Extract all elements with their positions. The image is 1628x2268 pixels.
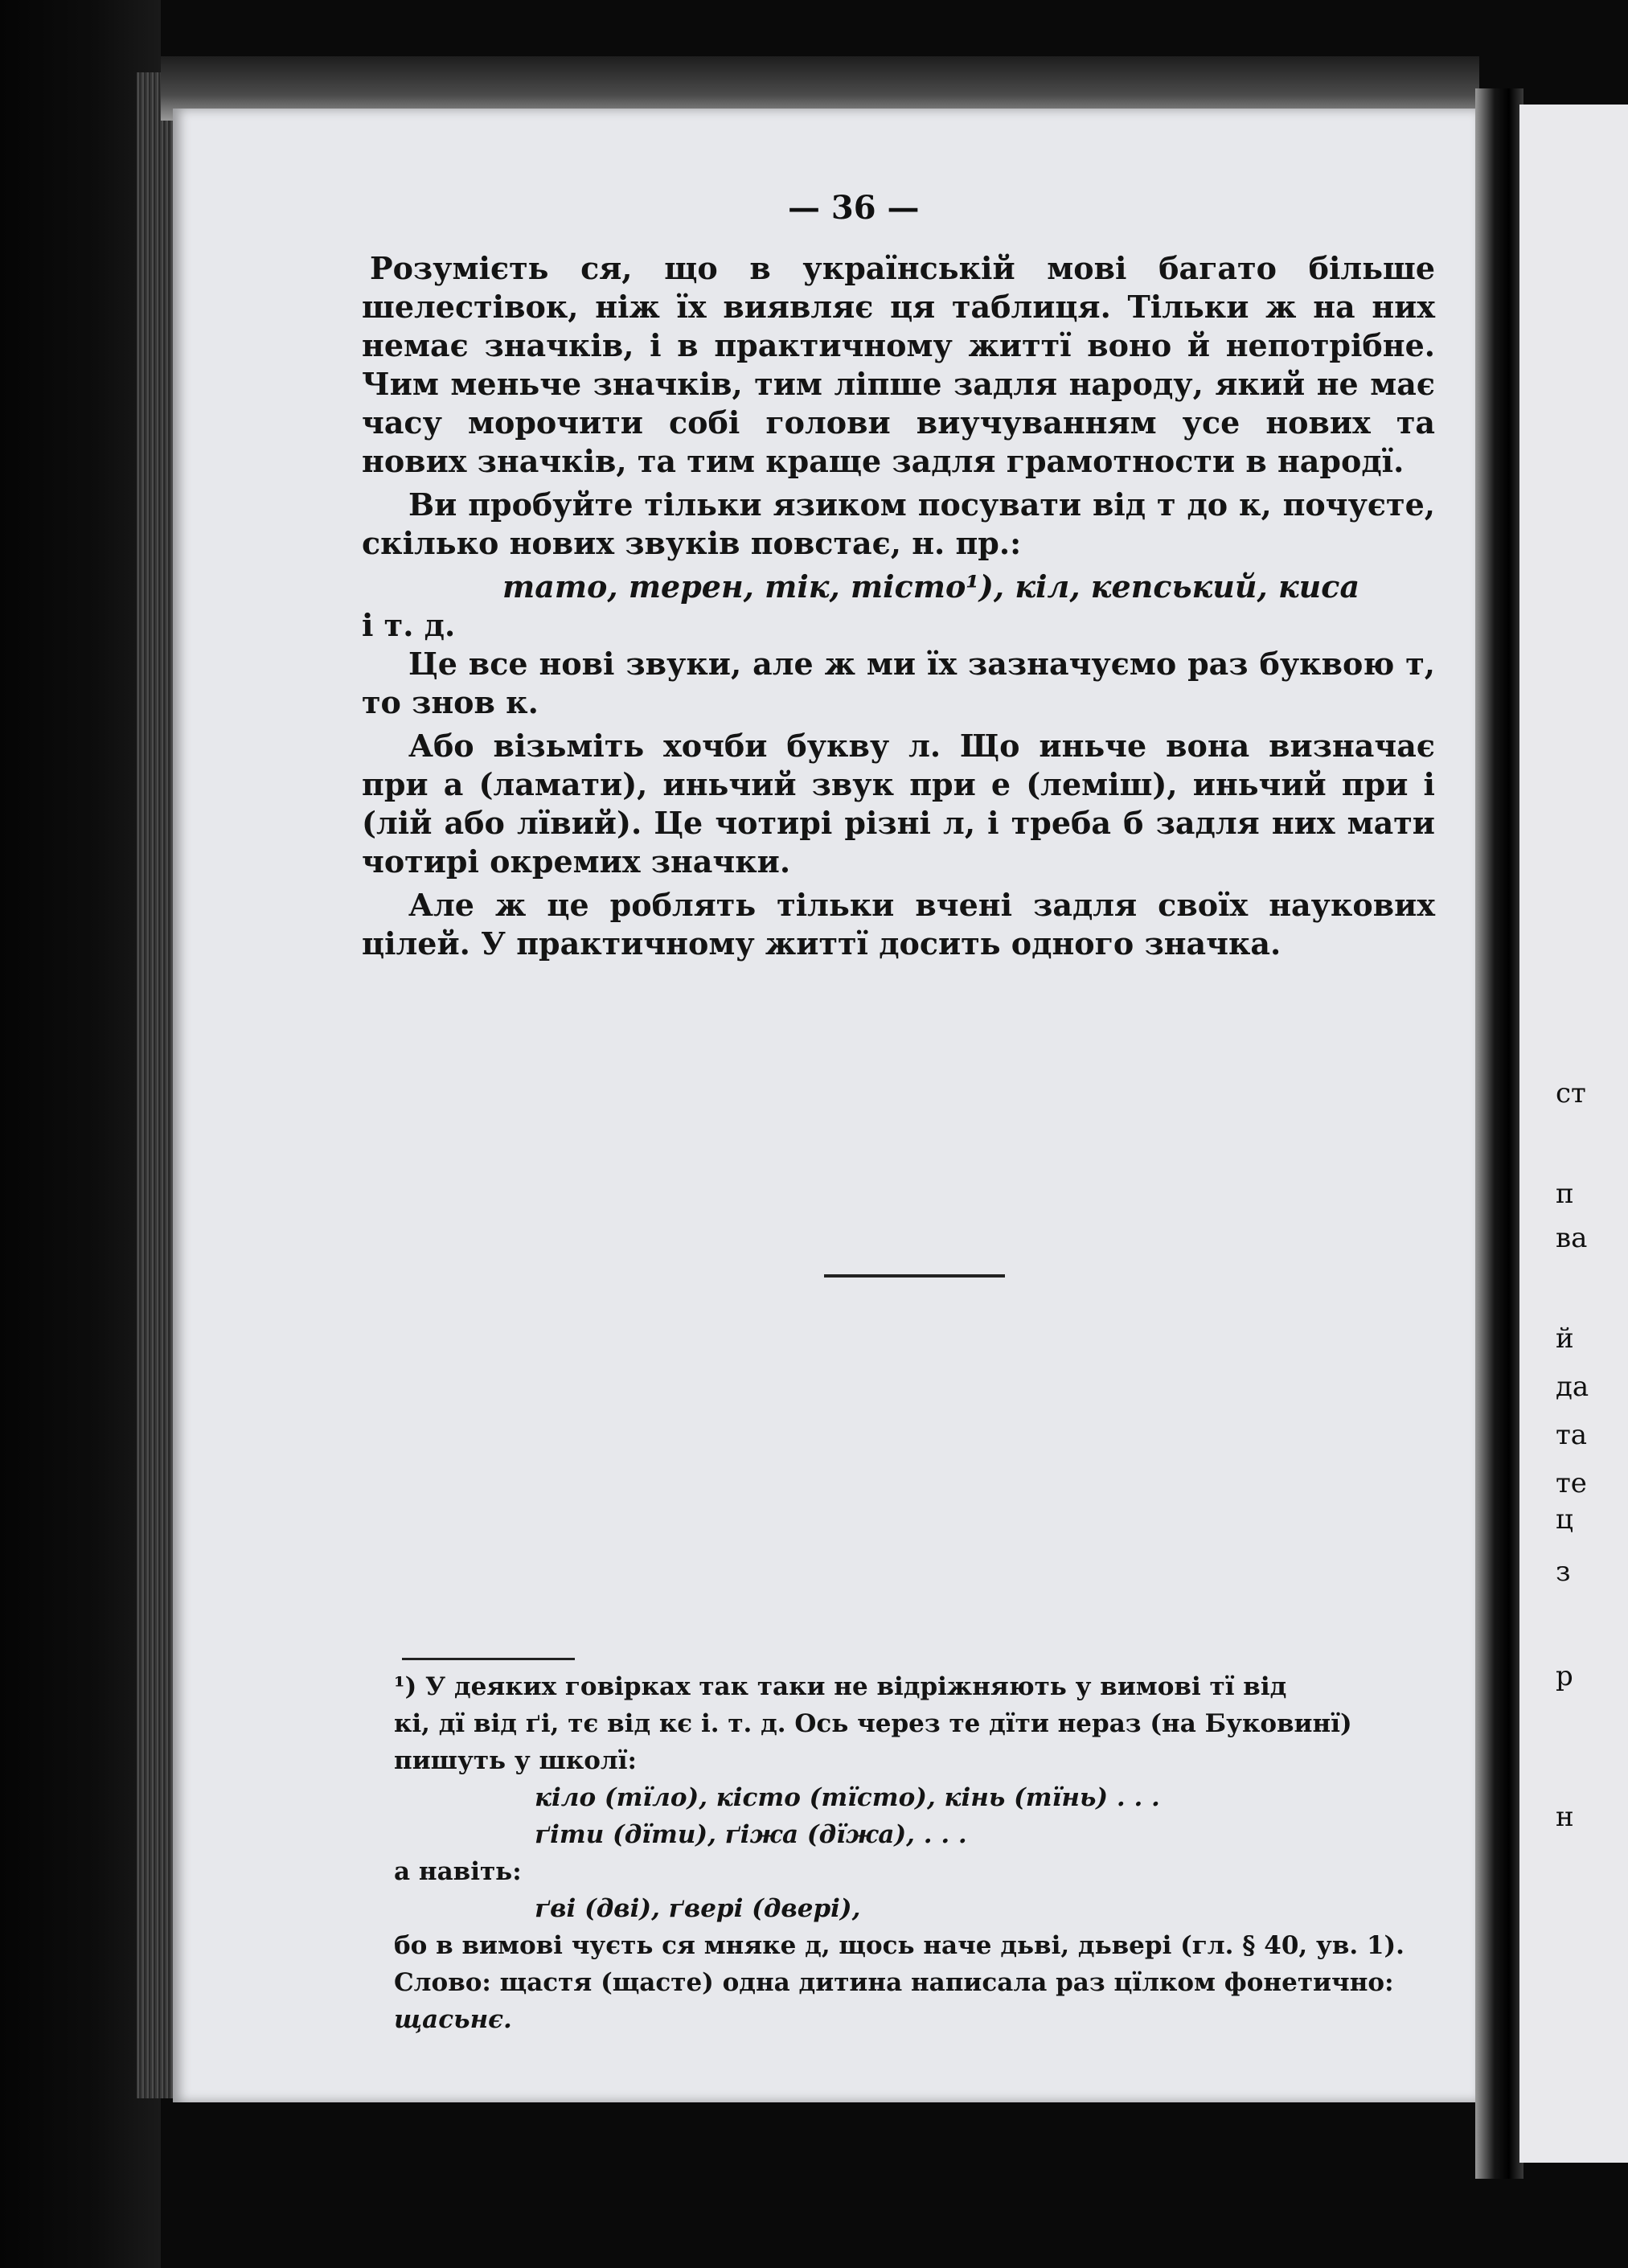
footnote <box>394 1668 1455 2038</box>
footnote-line: Слово: щастя (щасте) одна дитина написала раз цїлком фонетично: <box>394 1968 1394 1997</box>
footnote-line: кі, дї від ґі, тє від кє і. т. д. Ось через те дїти нераз (на Буковинї) <box>394 1709 1352 1738</box>
facing-page-fragment: й <box>1556 1323 1574 1355</box>
footnote-line: ґві (дві), ґвері (двері), <box>535 1894 861 1923</box>
footnote-line: бо в вимові чуєть ся мняке д, щось наче дьві, дьвері (гл. § 40, ув. 1). <box>394 1931 1405 1960</box>
footnote-line: пишуть у школї: <box>394 1746 637 1775</box>
paragraph: Ви пробуйте тільки язиком посувати від т до к, почуєте, скілько нових звуків повстає, н. пр.: <box>362 486 1435 561</box>
footnote-line: ¹) У деяких говірках так таки не відріжняють у вимові тї від <box>394 1672 1287 1701</box>
facing-page-fragment: р <box>1556 1660 1573 1692</box>
facing-page-fragment: н <box>1556 1801 1574 1833</box>
paragraph: Але ж це роблять тільки вчені задля своїх наукових цілей. У практичному життї досить одного значка. <box>362 887 1435 962</box>
facing-page-fragment: ва <box>1556 1222 1588 1254</box>
footnote-line: ґіти (дїти), ґіжа (дїжа), . . . <box>535 1820 967 1849</box>
main-text <box>362 249 1435 968</box>
facing-page-fragment: да <box>1556 1371 1589 1403</box>
facing-page-fragment: те <box>1556 1467 1587 1499</box>
facing-page-fragment: та <box>1556 1419 1588 1451</box>
book-gutter <box>1475 88 1523 2179</box>
section-divider <box>824 1274 1005 1278</box>
example-words: тато, терен, тік, тісто¹), кіл, кепський, киса <box>502 568 1360 605</box>
footnote-line: щасьнє. <box>394 2005 512 2034</box>
page-number: — 36 — <box>788 189 920 227</box>
paragraph: Розумієть ся, що в українській мові багато більше шелестівок, ніж їх виявляє ця таблиця. Тільки ж на них немає значків, і в практичному життї воно й непотрібне. Чим меньче значків, тим ліпше задля народу, який не має часу морочити собі голови виучуванням усе нових та нових значків, та тим краще задля грамотности в народї. <box>362 250 1435 479</box>
paragraph: Це все нові звуки, але ж ми їх зазначуємо раз буквою т, то знов к. <box>362 646 1435 720</box>
facing-page-fragment: ц <box>1556 1503 1573 1536</box>
facing-page <box>1519 105 1628 2163</box>
facing-page-fragment: ст <box>1556 1077 1586 1109</box>
examples-block <box>362 568 1435 645</box>
example-tail: і т. д. <box>362 607 456 643</box>
footnote-line: кіло (тїло), кісто (тїсто), кінь (тїнь) . . . <box>535 1783 1160 1812</box>
facing-page-fragment: п <box>1556 1178 1574 1210</box>
paragraph: Або візьміть хочби букву л. Що иньче вона визначає при а (ламати), иньчий звук при е (леміш), иньчий при і (лій або лївий). Це чотирі різні л, і треба б задля них мати чотирі окремих значки. <box>362 728 1435 880</box>
footnote-line: а навіть: <box>394 1857 522 1886</box>
facing-page-fragment: з <box>1556 1556 1571 1588</box>
footnote-divider <box>402 1658 575 1660</box>
